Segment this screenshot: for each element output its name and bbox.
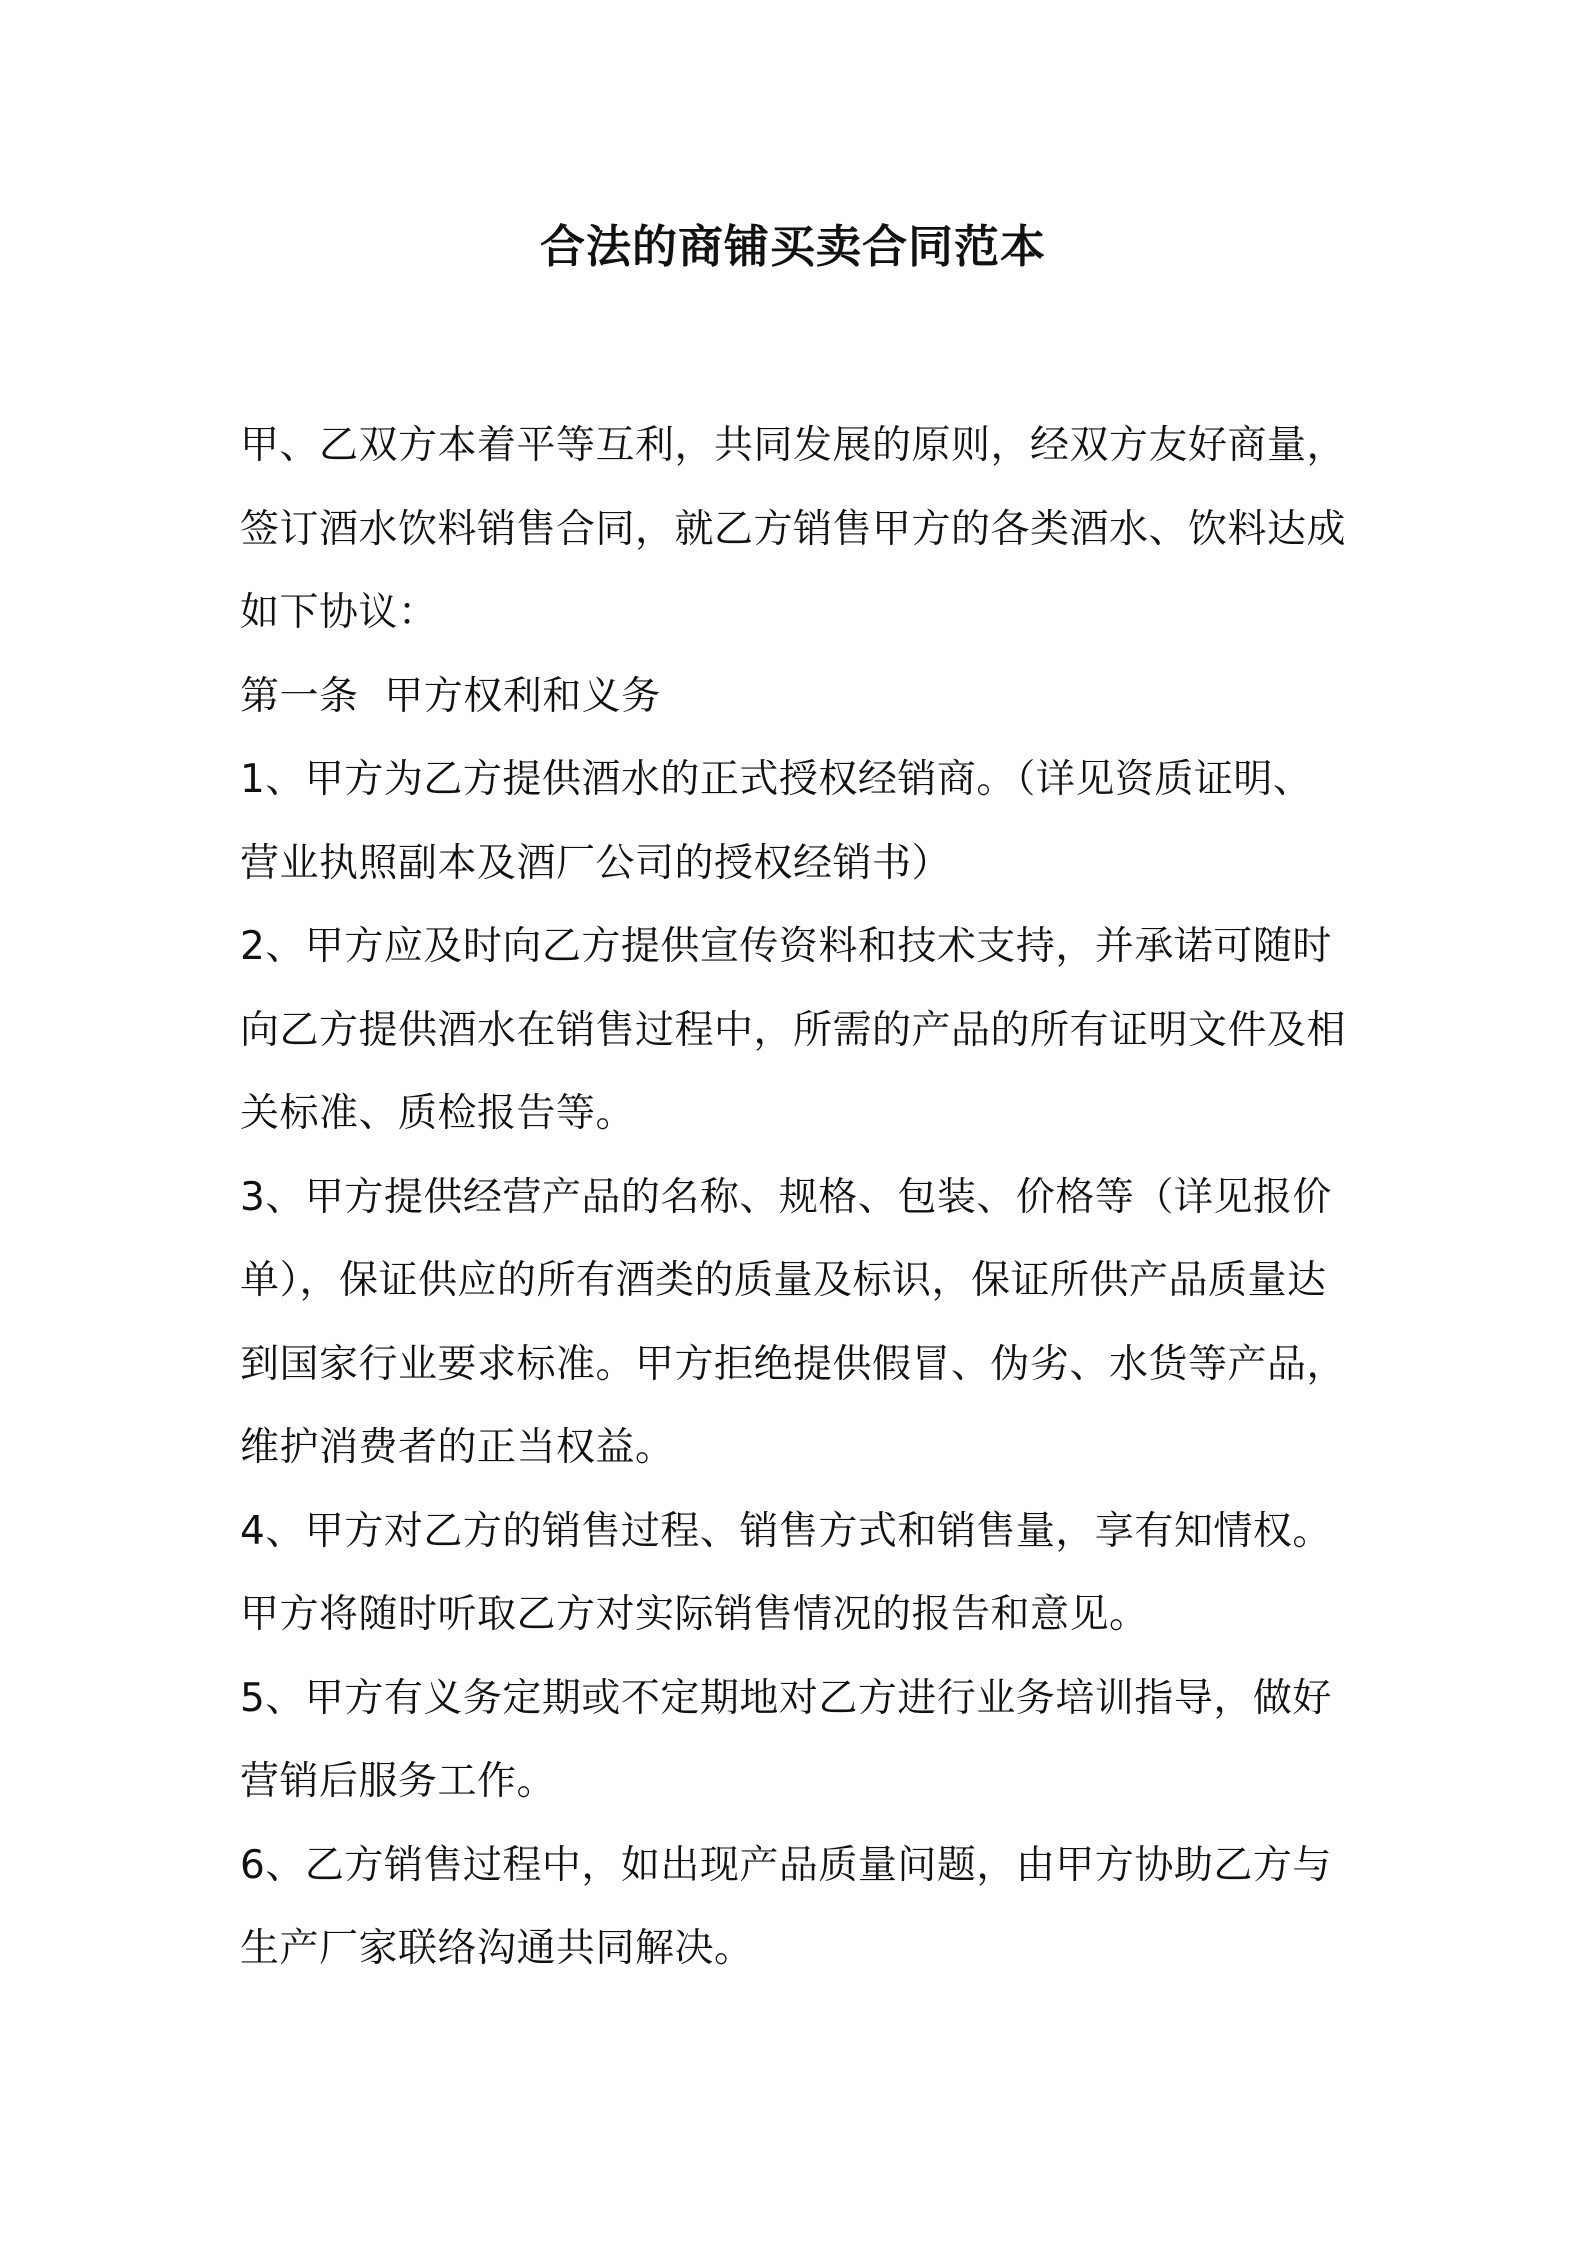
section-heading-article-1: 第一条 甲方权利和义务 xyxy=(240,673,661,719)
intro-paragraph: 甲、乙双方本着平等互利，共同发展的原则，经双方友好商量，签订酒水饮料销售合同，就乙方销售甲方的各类酒水、饮料达成如下协议： xyxy=(240,423,1347,635)
clause-1: 1、甲方为乙方提供酒水的正式授权经销商。（详见资质证明、营业执照副本及酒厂公司的授权经销书） xyxy=(240,757,1313,886)
document-title: 合法的商铺买卖合同范本 xyxy=(539,220,1046,273)
document-body xyxy=(240,404,1350,1991)
clause-5: 5、甲方有义务定期或不定期地对乙方进行业务培训指导，做好营销后服务工作。 xyxy=(240,1675,1332,1804)
clause-2: 2、甲方应及时向乙方提供宣传资料和技术支持，并承诺可随时向乙方提供酒水在销售过程中，所需的产品的所有证明文件及相关标准、质检报告等。 xyxy=(240,924,1347,1136)
clause-4: 4、甲方对乙方的销售过程、销售方式和销售量，享有知情权。甲方将随时听取乙方对实际销售情况的报告和意见。 xyxy=(240,1508,1332,1637)
clause-3: 3、甲方提供经营产品的名称、规格、包装、价格等（详见报价单），保证供应的所有酒类的质量及标识，保证所供产品质量达到国家行业要求标准。甲方拒绝提供假冒、伪劣、水货等产品，维护消费者的正当权益。 xyxy=(240,1174,1347,1470)
clause-6: 6、乙方销售过程中，如出现产品质量问题，由甲方协助乙方与生产厂家联络沟通共同解决。 xyxy=(240,1842,1332,1971)
